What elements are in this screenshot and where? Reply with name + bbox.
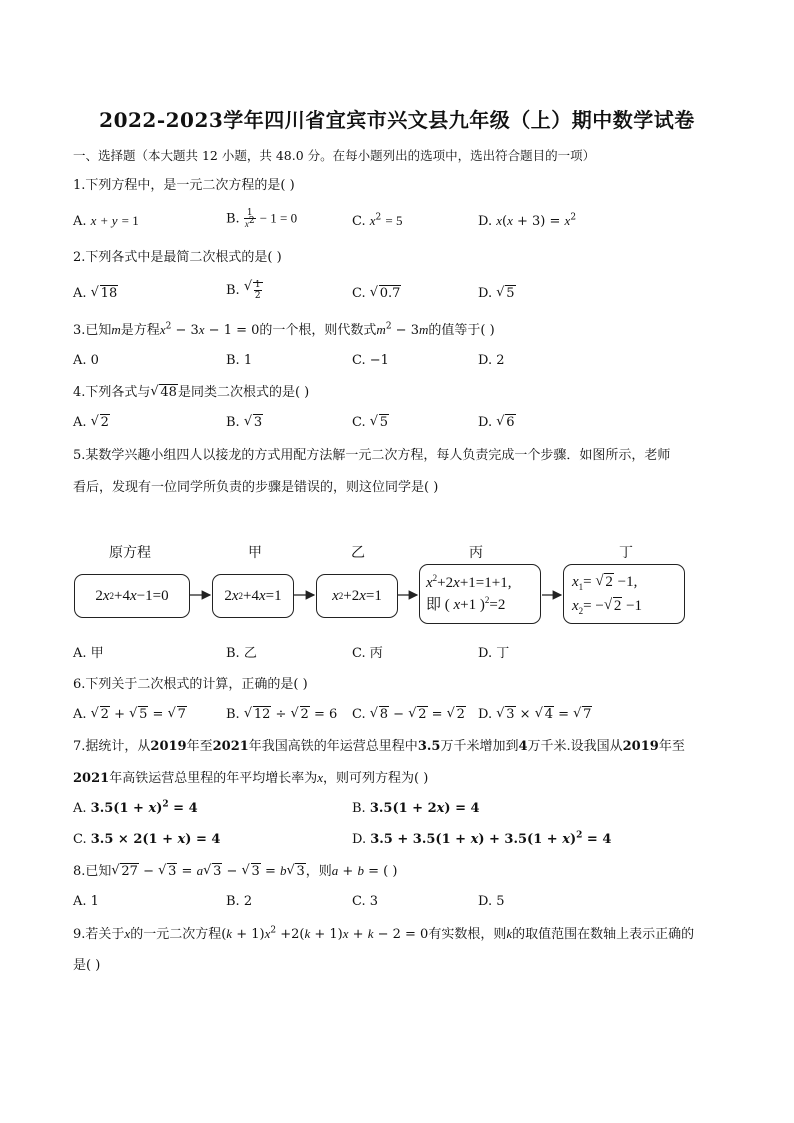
- question-1-stem: 1.下列方程中，是一元二次方程的是( ): [73, 178, 295, 193]
- q5-option-c[interactable]: C. 丙: [352, 646, 383, 661]
- question-5-line2: 看后，发现有一位同学所负责的步骤是错误的，则这位同学是( ): [73, 480, 439, 495]
- exam-title: 2022-2023学年四川省宜宾市兴文县九年级（上）期中数学试卷: [99, 108, 695, 132]
- q1-option-b[interactable]: B. $\frac{1}{x^2}$ − 1 = 0: [226, 208, 298, 229]
- q5-option-a[interactable]: A. 甲: [73, 646, 104, 661]
- flow-label-original: 原方程: [109, 545, 151, 561]
- q7-option-d[interactable]: D. $3.5 + 3.5(1 + x) + 3.5(1 + x)^2 = 4$: [352, 830, 612, 847]
- flow-box-ding: $x_1=$ √ 2 −1, $x_2=$ −√ 2 −1: [563, 564, 685, 624]
- q2-option-c[interactable]: C. √ 0.7: [352, 286, 401, 302]
- q5-option-d[interactable]: D. 丁: [478, 646, 510, 661]
- q8-option-a[interactable]: A. 1: [73, 894, 99, 909]
- q7-option-b[interactable]: B. 3.5(1 + 2x) = 4: [352, 801, 480, 816]
- q4-option-b[interactable]: B. √ 3: [226, 415, 263, 431]
- flow-label-bing: 丙: [469, 545, 483, 561]
- q4-option-a[interactable]: A. √ 2: [73, 415, 110, 431]
- q2-option-a[interactable]: A. √ 18: [73, 286, 118, 302]
- q4-option-d[interactable]: D. √ 6: [478, 415, 516, 431]
- flow-box-original: 2 x 2 +4 x −1=0: [74, 574, 190, 618]
- q8-option-b[interactable]: B. 2: [226, 894, 253, 909]
- question-7-line1: 7.据统计，从2019年至2021年我国高铁的年运营总里程中3.5万千米增加到4万千米.设我国从2019年至: [73, 739, 685, 754]
- flow-label-yi: 乙: [351, 545, 365, 561]
- q2-option-d[interactable]: D. √ 5: [478, 286, 516, 302]
- q3-option-a[interactable]: A. 0: [73, 353, 99, 368]
- q3-option-b[interactable]: B. 1: [226, 353, 253, 368]
- q1-option-d[interactable]: D. $x(x + 3) = x^2$: [478, 212, 577, 229]
- flow-label-ding: 丁: [619, 545, 633, 561]
- q7-option-a[interactable]: A. $3.5(1 + x)^2 = 4$: [73, 799, 198, 816]
- flow-box-bing: $x^2+2x+1=1+1$, 即 ( x+1 )$^2$=2: [419, 564, 541, 624]
- question-5-line1: 5.某数学兴趣小组四人以接龙的方式用配方法解一元二次方程，每人负责完成一个步骤．如图所示，老师: [73, 448, 671, 463]
- q8-option-c[interactable]: C. 3: [352, 894, 379, 909]
- section-header: 一、选择题（本大题共 12 小题，共 48.0 分。在每小题列出的选项中，选出符合题目的一项）: [73, 148, 596, 163]
- q4-option-c[interactable]: C. √ 5: [352, 415, 389, 431]
- q5-option-b[interactable]: B. 乙: [226, 646, 257, 661]
- question-7-line2: 2021年高铁运营总里程的年平均增长率为x，则可列方程为( ): [73, 770, 429, 786]
- q3-option-c[interactable]: C. −1: [352, 353, 389, 368]
- question-4-stem: 4.下列各式与√ 48是同类二次根式的是( ): [73, 385, 309, 401]
- q6-option-c[interactable]: C. √ 8 − √ 2 = √ 2: [352, 707, 466, 723]
- flow-label-jia: 甲: [248, 545, 262, 561]
- q1-option-c[interactable]: C. $x^2 = 5$: [352, 212, 403, 229]
- question-6-stem: 6.下列关于二次根式的计算，正确的是( ): [73, 677, 308, 692]
- q1-option-a[interactable]: A. x + y = 1: [73, 213, 139, 229]
- q6-option-a[interactable]: A. √ 2 + √ 5 = √ 7: [73, 707, 187, 723]
- question-8-stem: 8.已知√ 27 − √ 3 = a√ 3 − √ 3 = b√ 3，则a + b = ( ): [73, 863, 397, 880]
- q7-option-c[interactable]: C. 3.5 × 2(1 + x) = 4: [73, 832, 221, 847]
- q8-option-d[interactable]: D. 5: [478, 894, 505, 909]
- flow-box-jia: 2 x 2 +4 x =1: [212, 574, 294, 618]
- flow-box-yi: x 2 +2 x =1: [316, 574, 398, 618]
- question-2-stem: 2.下列各式中是最简二次根式的是( ): [73, 250, 282, 265]
- q6-option-b[interactable]: B. √ 12 ÷ √ 2 = 6: [226, 707, 337, 723]
- question-9-line1: 9.若关于x的一元二次方程$(k + 1)x^2 +2(k + 1)x + k - 2 = 0$有实数根，则k的取值范围在数轴上表示正确的: [73, 925, 695, 942]
- question-9-line2: 是( ): [73, 958, 101, 973]
- question-3-stem: 3.已知m是方程$x^2 - 3x - 1 = 0$的一个根，则代数式$m^2 - 3m$的值等于( ): [73, 321, 495, 338]
- q2-option-b[interactable]: B. √ $\frac{1}{2}$: [226, 280, 263, 301]
- q3-option-d[interactable]: D. 2: [478, 353, 505, 368]
- q6-option-d[interactable]: D. √ 3 × √ 4 = √ 7: [478, 707, 592, 723]
